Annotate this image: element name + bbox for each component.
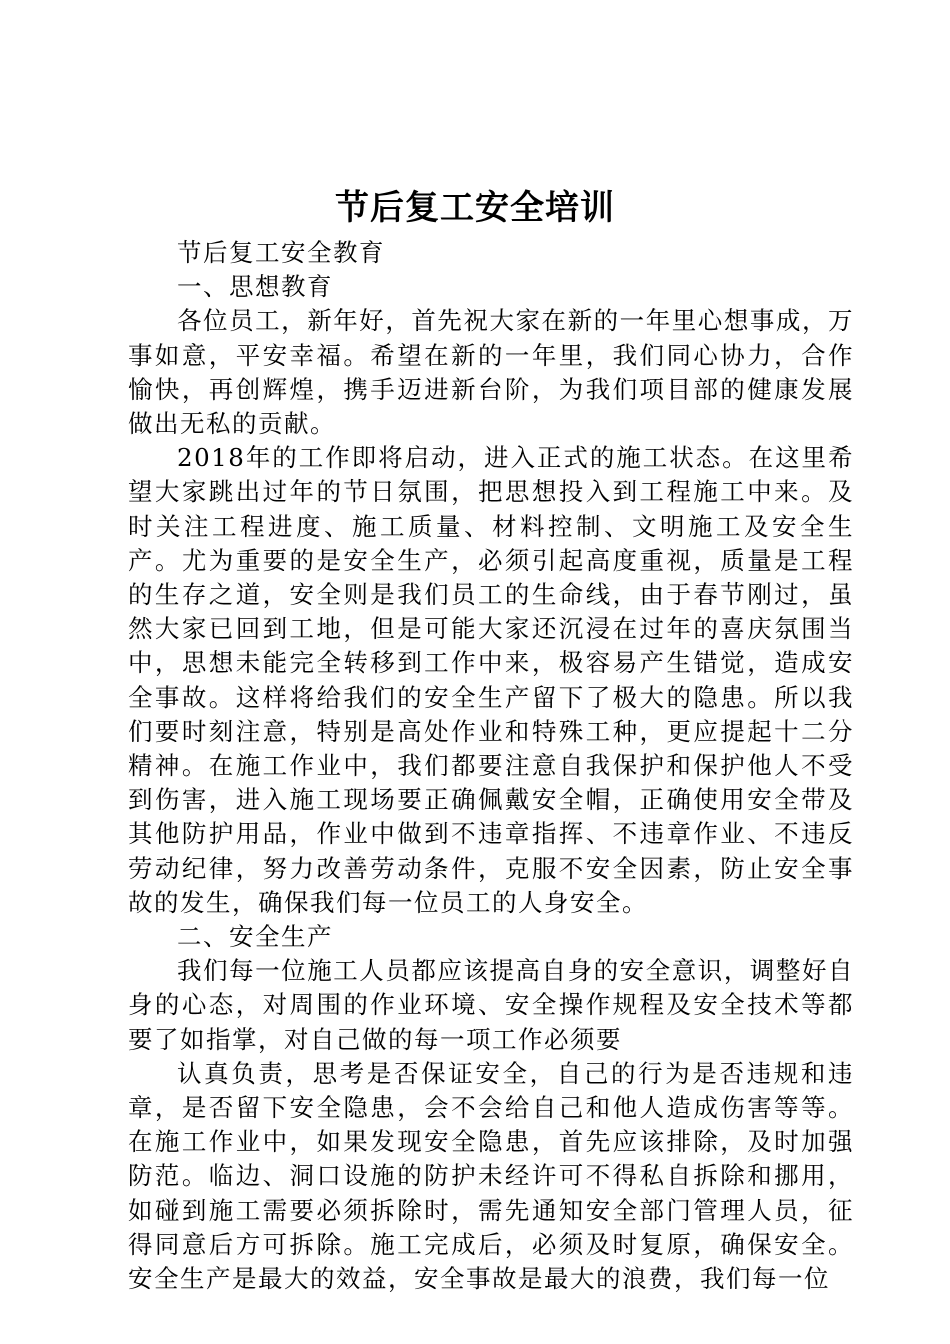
body-paragraph: 2018年的工作即将启动，进入正式的施工状态。在这里希望大家跳出过年的节日氛围，把思想投入到工程施工中来。及时关注工程进度、施工质量、材料控制、文明施工及安全生产。尤为重要的是安全生产，必须引起高度重视，质量是工程的生存之道，安全则是我们员工的生命线，由于春节刚过，虽然大家已回到工地，但是可能大家还沉浸在过年的喜庆氛围当中，思想未能完全转移到工作中来，极容易产生错觉，造成安全事故。这样将给我们的安全生产留下了极大的隐患。所以我们要时刻注意，特别是高处作业和特殊工种，更应提起十二分精神。在施工作业中，我们都要注意自我保护和保护他人不受到伤害，进入施工现场要正确佩戴安全帽，正确使用安全带及其他防护用品，作业中做到不违章指挥、不违章作业、不违反劳动纪律，努力改善劳动条件，克服不安全因素，防止安全事故的发生，确保我们每一位员工的人身安全。 <box>128 443 854 917</box>
body-paragraph: 认真负责，思考是否保证安全，自己的行为是否违规和违章，是否留下安全隐患，会不会给自己和他人造成伤害等等。在施工作业中，如果发现安全隐患，首先应该排除，及时加强防范。临边、洞口设施的防护未经许可不得私自拆除和挪用，如碰到施工需要必须拆除时，需先通知安全部门管理人员，征得同意后方可拆除。施工完成后，必须及时复原，确保安全。安全生产是最大的效益，安全事故是最大的浪费，我们每一位 <box>128 1058 854 1294</box>
body-paragraph: 我们每一位施工人员都应该提高自身的安全意识，调整好自身的心态，对周围的作业环境、安全操作规程及安全技术等都要了如指掌，对自己做的每一项工作必须要 <box>128 956 854 1054</box>
document-title: 节后复工安全培训 <box>335 188 615 228</box>
section-heading: 二、安全生产 <box>177 922 333 952</box>
body-paragraph: 各位员工，新年好，首先祝大家在新的一年里心想事成，万事如意，平安幸福。希望在新的一年里，我们同心协力，合作愉快，再创辉煌，携手迈进新台阶，为我们项目部的健康发展做出无私的贡献。 <box>128 306 854 439</box>
document-body <box>128 236 854 1296</box>
section-heading: 一、思想教育 <box>177 272 333 302</box>
section-heading: 节后复工安全教育 <box>177 238 385 267</box>
